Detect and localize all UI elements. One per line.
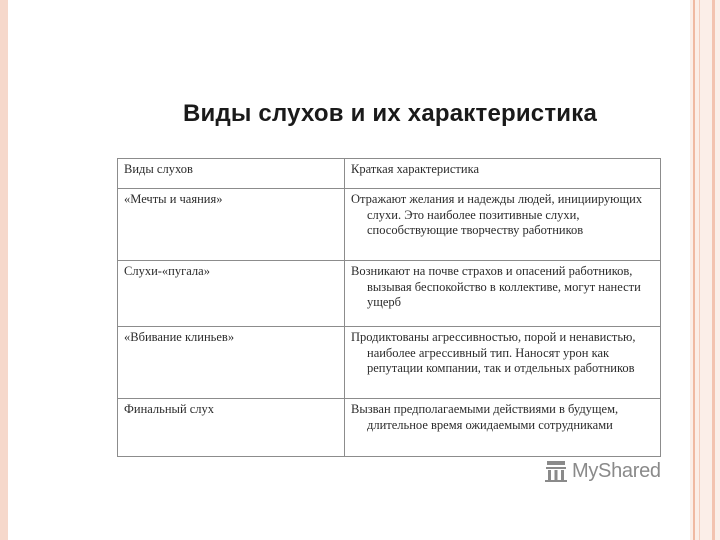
- cell-rumor-description: Вызван предполагаемыми действиями в будущем, длительное время ожидаемыми сотрудниками: [345, 399, 661, 457]
- slide-frame-right: [690, 0, 720, 540]
- cell-rumor-description: Возникают на почве страхов и опасений работников, вызывая беспокойство в коллективе, могут нанести ущерб: [345, 261, 661, 327]
- rumor-types-table: [117, 158, 661, 457]
- table-row: [118, 189, 661, 261]
- slide-title: Виды слухов и их характеристика: [182, 100, 598, 127]
- table-header-row: [118, 159, 661, 189]
- frame-stripe: [712, 0, 715, 540]
- myshared-watermark: [543, 457, 661, 485]
- cell-rumor-type: Финальный слух: [118, 399, 345, 457]
- slide-frame-left: [0, 0, 8, 540]
- frame-stripe: [693, 0, 695, 540]
- cell-rumor-description: Продиктованы агрессивностью, порой и ненавистью, наиболее агрессивный тип. Наносят урон как репутации компании, так и отдельных работников: [345, 327, 661, 399]
- frame-stripe: [699, 0, 700, 540]
- header-cell-description: Краткая характеристика: [345, 159, 661, 189]
- watermark-text: MyShared: [572, 459, 661, 482]
- myshared-logo-icon: [543, 458, 569, 484]
- cell-rumor-description: Отражают желания и надежды людей, инициирующих слухи. Это наиболее позитивные слухи, способствующие творчеству работников: [345, 189, 661, 261]
- header-cell-type: Виды слухов: [118, 159, 345, 189]
- table-row: [118, 399, 661, 457]
- table-row: [118, 261, 661, 327]
- cell-rumor-type: Слухи-«пугала»: [118, 261, 345, 327]
- table-row: [118, 327, 661, 399]
- cell-rumor-type: «Мечты и чаяния»: [118, 189, 345, 261]
- cell-rumor-type: «Вбивание клиньев»: [118, 327, 345, 399]
